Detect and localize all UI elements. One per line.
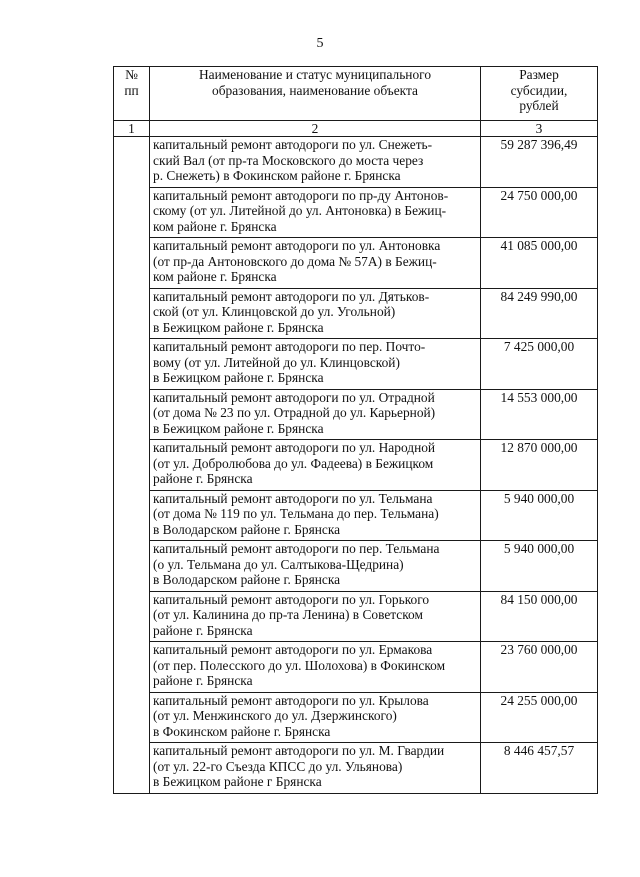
object-name-cell [150, 591, 481, 642]
column-index-1: 1 [114, 121, 150, 137]
row-number-cell [114, 137, 150, 188]
object-name-line: (о ул. Тельмана до ул. Салтыкова-Щедрина) [153, 556, 404, 572]
row-number-cell [114, 339, 150, 390]
object-name-line: капитальный ремонт автодороги по ул. Народной [153, 440, 436, 455]
column-index-3: 3 [481, 121, 598, 137]
page-number: 5 [316, 36, 324, 51]
object-name-cell [150, 490, 481, 541]
header-name-line: Наименование и статус муниципального [198, 67, 432, 82]
object-name-line: в Фокинском районе г. Брянска [153, 723, 331, 739]
row-number-cell [114, 541, 150, 592]
subsidy-amount-cell: 84 249 990,00 [481, 288, 598, 339]
object-name-line: (от дома № 119 по ул. Тельмана до пер. Тельмана) [153, 506, 439, 522]
row-number-cell [114, 288, 150, 339]
object-name-line: районе г. Брянска [153, 471, 253, 487]
object-name-line: капитальный ремонт автодороги по пер. Тельмана [153, 541, 440, 556]
object-name-line: районе г. Брянска [153, 673, 253, 689]
table-row [114, 389, 598, 440]
object-name-line: (от ул. Калинина до пр-та Ленина) в Советском [153, 607, 423, 623]
header-name-line: образования, наименование объекта [212, 82, 418, 98]
object-name-line: в Бежицком районе г Брянска [153, 774, 322, 790]
subsidy-amount-cell: 7 425 000,00 [481, 339, 598, 390]
header-amount-line: субсидии, [510, 82, 568, 98]
row-number-cell [114, 692, 150, 743]
object-name-line: капитальный ремонт автодороги по ул. Горького [153, 591, 430, 607]
subsidy-amount-cell: 24 255 000,00 [481, 692, 598, 743]
object-name-line: скому (от ул. Литейной до ул. Антоновка) в Бежиц- [153, 203, 447, 219]
object-name-line: (от пер. Полесского до ул. Шолохова) в Фокинском [153, 657, 446, 673]
table-row [114, 692, 598, 743]
object-name-line: капитальный ремонт автодороги по ул. Отрадной [153, 389, 435, 405]
row-number-cell [114, 440, 150, 491]
object-name-cell [150, 389, 481, 440]
object-name-line: (от дома № 23 по ул. Отрадной до ул. Карьерной) [153, 405, 436, 421]
object-name-line: в Бежицком районе г. Брянска [153, 370, 324, 386]
table-row [114, 440, 598, 491]
row-number-cell [114, 591, 150, 642]
subsidy-amount-cell: 5 940 000,00 [481, 541, 598, 592]
object-name-line: капитальный ремонт автодороги по ул. Крылова [153, 692, 429, 708]
object-name-cell [150, 288, 481, 339]
object-name-line: ком районе г. Брянска [153, 218, 277, 234]
table-row [114, 591, 598, 642]
subsidy-amount-cell: 41 085 000,00 [481, 238, 598, 289]
object-name-line: ский Вал (от пр-та Московского до моста через [153, 152, 424, 168]
object-name-cell [150, 541, 481, 592]
object-name-cell [150, 137, 481, 188]
table-row [114, 490, 598, 541]
row-number-cell [114, 389, 150, 440]
object-name-line: (от ул. Менжинского до ул. Дзержинского) [153, 708, 397, 724]
object-name-line: (от ул. Добролюбова до ул. Фадеева) в Бежицком [153, 455, 434, 471]
row-number-cell [114, 490, 150, 541]
object-name-line: капитальный ремонт автодороги по пер. Почто- [153, 339, 426, 354]
table-body [114, 67, 598, 794]
subsidy-table [113, 66, 598, 794]
object-name-cell [150, 187, 481, 238]
column-index-2: 2 [150, 121, 481, 137]
object-name-cell [150, 440, 481, 491]
subsidy-amount-cell: 84 150 000,00 [481, 591, 598, 642]
object-name-line: в Бежицком районе г. Брянска [153, 420, 324, 436]
subsidy-amount-cell: 59 287 396,49 [481, 137, 598, 188]
row-number-cell [114, 642, 150, 693]
object-name-line: капитальный ремонт автодороги по ул. М. Гвардии [153, 743, 445, 758]
table-row [114, 541, 598, 592]
object-name-cell [150, 339, 481, 390]
row-number-cell [114, 238, 150, 289]
object-name-cell [150, 692, 481, 743]
table-row [114, 743, 598, 794]
object-name-line: районе г. Брянска [153, 622, 253, 638]
object-name-line: капитальный ремонт автодороги по ул. Антоновка [153, 238, 441, 253]
object-name-line: капитальный ремонт автодороги по ул. Ермакова [153, 642, 433, 657]
column-index-row [114, 121, 598, 137]
object-name-line: в Бежицком районе г. Брянска [153, 319, 324, 335]
table-row [114, 137, 598, 188]
header-num-line: пп [124, 82, 139, 98]
header-num-line: № [125, 67, 138, 82]
object-name-line: капитальный ремонт автодороги по ул. Дятьков- [153, 288, 430, 304]
table-row [114, 238, 598, 289]
object-name-line: ской (от ул. Клинцовской до ул. Угольной) [153, 304, 396, 320]
header-name [150, 67, 481, 121]
object-name-line: (от ул. 22-го Съезда КПСС до ул. Ульянова) [153, 758, 403, 774]
header-num [114, 67, 150, 121]
subsidy-amount-cell: 14 553 000,00 [481, 389, 598, 440]
subsidy-amount-cell: 12 870 000,00 [481, 440, 598, 491]
header-row [114, 67, 598, 121]
table-row [114, 187, 598, 238]
object-name-cell [150, 743, 481, 794]
header-amount-line: Размер [519, 67, 559, 82]
subsidy-amount-cell: 23 760 000,00 [481, 642, 598, 693]
header-amount-line: рублей [519, 98, 559, 114]
object-name-line: (от пр-да Антоновского до дома № 57А) в Бежиц- [153, 253, 437, 269]
object-name-line: в Володарском районе г. Брянска [153, 521, 341, 537]
object-name-line: капитальный ремонт автодороги по ул. Снежеть- [153, 137, 433, 152]
row-number-cell [114, 743, 150, 794]
row-number-cell [114, 187, 150, 238]
header-amount [481, 67, 598, 121]
subsidy-amount-cell: 5 940 000,00 [481, 490, 598, 541]
object-name-cell [150, 238, 481, 289]
table-row [114, 339, 598, 390]
object-name-line: капитальный ремонт автодороги по пр-ду Антонов- [153, 187, 449, 203]
object-name-cell [150, 642, 481, 693]
object-name-line: капитальный ремонт автодороги по ул. Тельмана [153, 490, 433, 506]
table-row [114, 642, 598, 693]
object-name-line: ком районе г. Брянска [153, 269, 277, 285]
object-name-line: р. Снежеть) в Фокинском районе г. Брянска [153, 168, 401, 184]
table-row [114, 288, 598, 339]
subsidy-amount-cell: 24 750 000,00 [481, 187, 598, 238]
object-name-line: в Володарском районе г. Брянска [153, 572, 341, 588]
subsidy-amount-cell: 8 446 457,57 [481, 743, 598, 794]
object-name-line: вому (от ул. Литейной до ул. Клинцовской) [153, 354, 400, 370]
